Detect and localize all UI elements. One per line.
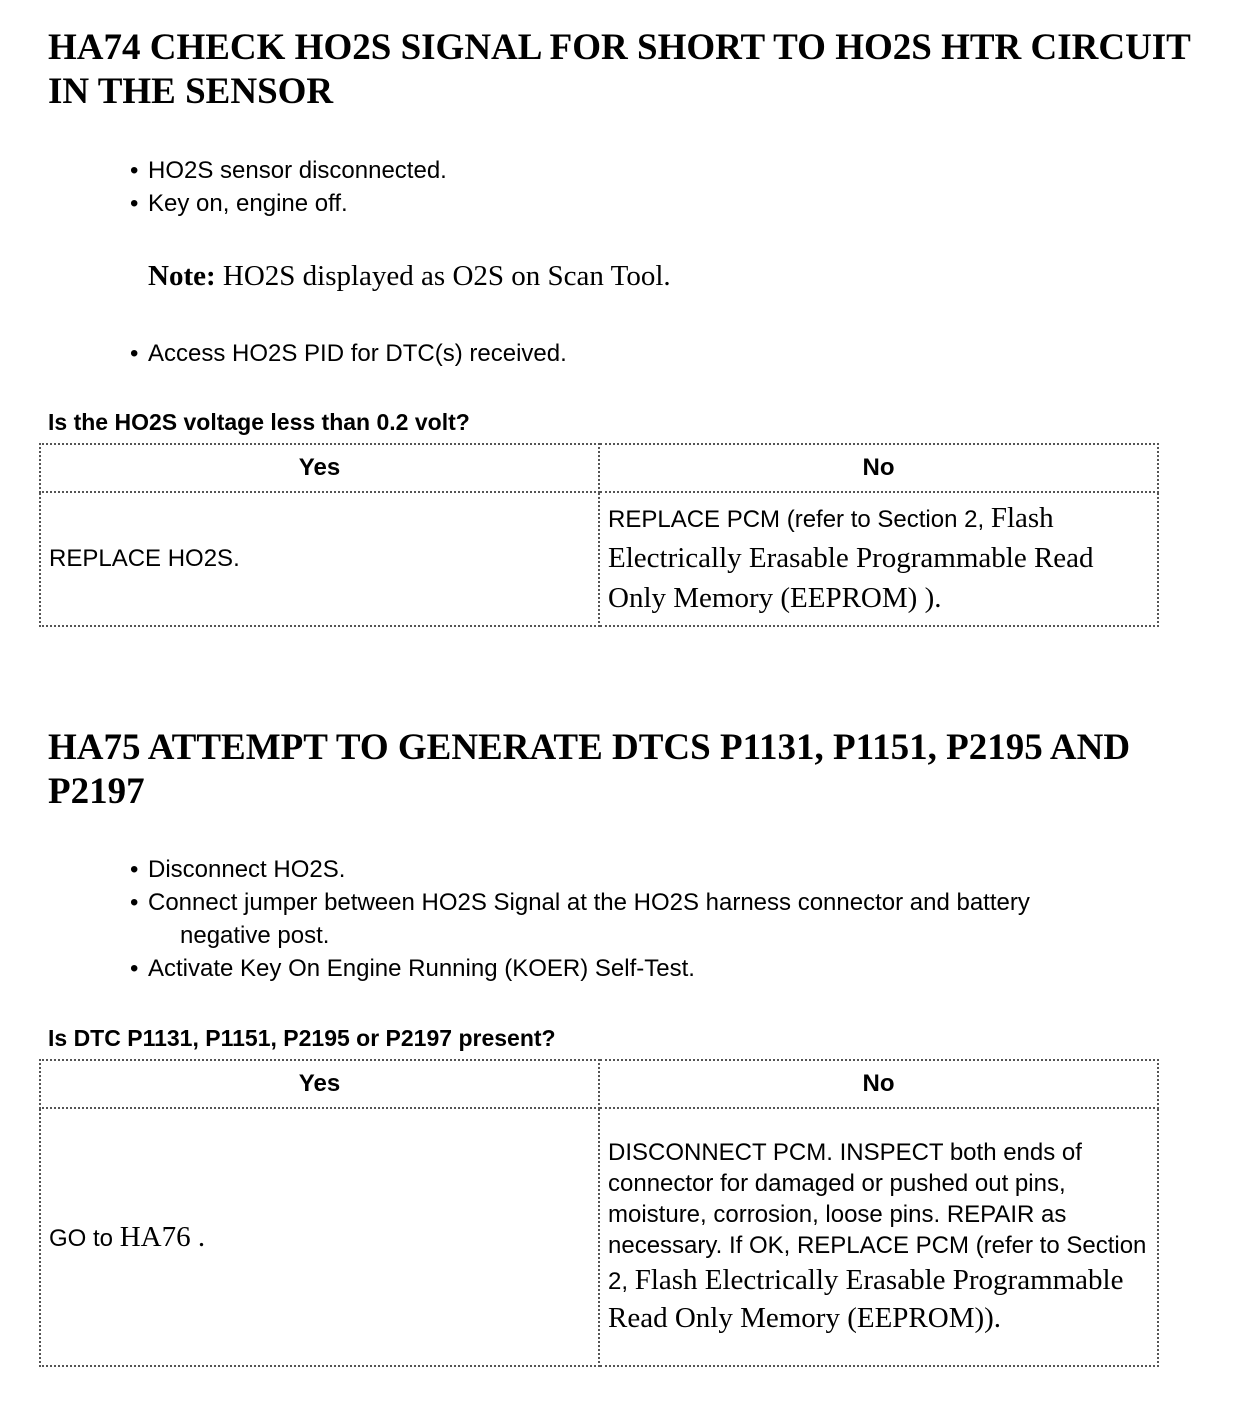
step-title-ha75: HA75 ATTEMPT TO GENERATE DTCS P1131, P1151, P2195 AND P2197 [48, 727, 1131, 812]
bullet-icon: • [130, 955, 139, 982]
list-item: • Activate Key On Engine Running (KOER) Self-Test. [130, 952, 1190, 985]
no-header: No [599, 444, 1158, 492]
note [148, 260, 671, 293]
list-item: • Access HO2S PID for DTC(s) received. [130, 337, 1190, 370]
list-item: • Key on, engine off. [130, 187, 1190, 220]
question: Is DTC P1131, P1151, P2195 or P2197 present? [48, 1025, 556, 1051]
note-label: Note: [148, 260, 216, 292]
section-link[interactable]: Flash Electrically Erasable Programmable Read Only Memory (EEPROM)). [608, 1264, 1124, 1334]
yes-no-table [39, 1059, 1159, 1367]
no-action: DISCONNECT PCM. INSPECT both ends of connector for damaged or pushed out pins, moisture, corrosion, loose pins. REPAIR as necessary. If OK, REPLACE PCM (refer to Section 2, Flash Electrically Erasable Programmable Read Only Memory (EEPROM)). [599, 1108, 1158, 1366]
yes-no-table [39, 443, 1159, 627]
instruction-list [130, 853, 1190, 985]
step-title-ha74: HA74 CHECK HO2S SIGNAL FOR SHORT TO HO2S HTR CIRCUIT IN THE SENSOR [48, 27, 1191, 112]
bullet-icon: • [130, 340, 139, 367]
list-item: • Disconnect HO2S. [130, 853, 1190, 886]
yes-action: REPLACE HO2S. [40, 492, 599, 626]
no-action: REPLACE PCM (refer to Section 2, Flash Electrically Erasable Programmable Read Only Memory (EEPROM) ). [599, 492, 1158, 626]
bullet-icon: • [130, 190, 139, 217]
question: Is the HO2S voltage less than 0.2 volt? [48, 409, 470, 435]
yes-header: Yes [40, 444, 599, 492]
instruction-list [130, 154, 1190, 220]
bullet-icon: • [130, 856, 139, 883]
list-item: • HO2S sensor disconnected. [130, 154, 1190, 187]
yes-action: GO to HA76 . [40, 1108, 599, 1366]
instruction-list [130, 337, 1190, 370]
section-link[interactable]: Flash Electrically Erasable Programmable Read Only Memory (EEPROM) ). [608, 502, 1094, 614]
list-item: • Connect jumper between HO2S Signal at the HO2S harness connector and battery negative post. [130, 886, 1190, 952]
no-header: No [599, 1060, 1158, 1108]
step-link-ha76[interactable]: HA76 . [119, 1220, 206, 1253]
bullet-icon: • [130, 157, 139, 184]
bullet-icon: • [130, 889, 139, 916]
note-text: HO2S displayed as O2S on Scan Tool. [215, 260, 671, 292]
yes-header: Yes [40, 1060, 599, 1108]
